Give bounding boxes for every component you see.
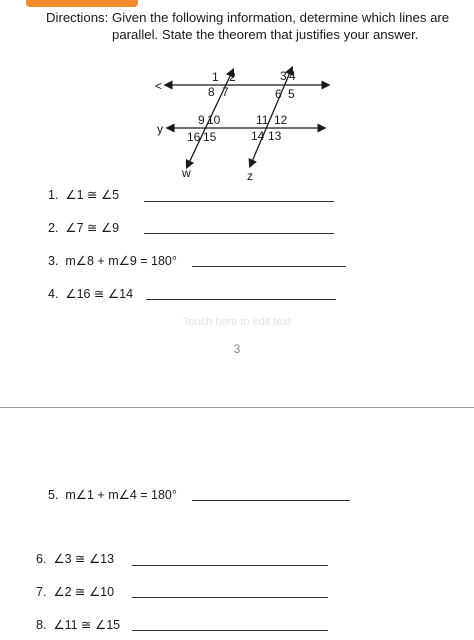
question-text: ∠11 ≅ ∠15 <box>53 618 121 632</box>
angle-3-label: 3 <box>280 69 287 83</box>
answer-blank-3[interactable] <box>192 266 346 267</box>
directions-line-1: Directions: Given the following information, determine which lines are <box>46 10 450 25</box>
angle-5-label: 5 <box>288 87 295 101</box>
question-text: ∠16 ≅ ∠14 <box>65 287 134 301</box>
angle-2-label: 2 <box>229 70 236 84</box>
question-6 <box>36 551 114 566</box>
question-3 <box>48 253 177 268</box>
angle-11-label: 11 <box>256 113 269 127</box>
angle-4-label: 4 <box>289 69 296 83</box>
question-number: 6. <box>36 552 47 566</box>
angle-10-label: 10 <box>207 113 221 127</box>
top-line-label: < <box>155 79 163 93</box>
answer-blank-5[interactable] <box>192 500 350 501</box>
question-text: ∠1 ≅ ∠5 <box>65 188 120 202</box>
question-number: 3. <box>48 254 59 268</box>
question-2 <box>48 220 119 235</box>
question-text: ∠3 ≅ ∠13 <box>53 552 115 566</box>
answer-blank-7[interactable] <box>132 597 328 598</box>
line-w-label: w <box>182 166 191 180</box>
question-text: ∠2 ≅ ∠10 <box>53 585 115 599</box>
answer-blank-6[interactable] <box>132 565 328 566</box>
question-number: 7. <box>36 585 47 599</box>
question-number: 5. <box>48 488 59 502</box>
angle-14-label: 14 <box>251 129 265 143</box>
question-number: 1. <box>48 188 59 202</box>
angle-1-label: 1 <box>212 70 219 84</box>
question-5 <box>48 487 177 502</box>
question-number: 8. <box>36 618 47 632</box>
answer-blank-1[interactable] <box>144 201 334 202</box>
angle-15-label: 15 <box>203 130 217 144</box>
line-z-label: z <box>247 169 253 183</box>
question-1 <box>48 187 119 202</box>
angle-13-label: 13 <box>268 129 282 143</box>
page-divider <box>0 407 474 408</box>
line-y-label: y <box>157 122 163 136</box>
angle-12-label: 12 <box>274 113 288 127</box>
angle-16-label: 16 <box>187 130 201 144</box>
question-text: m∠1 + m∠4 = 180° <box>65 488 177 502</box>
answer-blank-8[interactable] <box>132 630 328 631</box>
parallel-lines-figure <box>0 0 474 200</box>
page-number: 3 <box>233 342 241 356</box>
question-8 <box>36 617 120 632</box>
angle-8-label: 8 <box>208 85 215 99</box>
question-text: ∠7 ≅ ∠9 <box>65 221 120 235</box>
question-number: 2. <box>48 221 59 235</box>
answer-blank-2[interactable] <box>144 233 334 234</box>
angle-9-label: 9 <box>198 113 205 127</box>
question-4 <box>48 286 133 301</box>
directions-line-2: parallel. State the theorem that justifies your answer. <box>112 27 419 42</box>
edit-text-hint[interactable]: Touch here to edit text <box>182 316 292 328</box>
answer-blank-4[interactable] <box>146 299 336 300</box>
angle-7-label: 7 <box>222 85 229 99</box>
question-text: m∠8 + m∠9 = 180° <box>65 254 177 268</box>
angle-6-label: 6 <box>275 87 282 101</box>
question-7 <box>36 584 114 599</box>
question-number: 4. <box>48 287 59 301</box>
